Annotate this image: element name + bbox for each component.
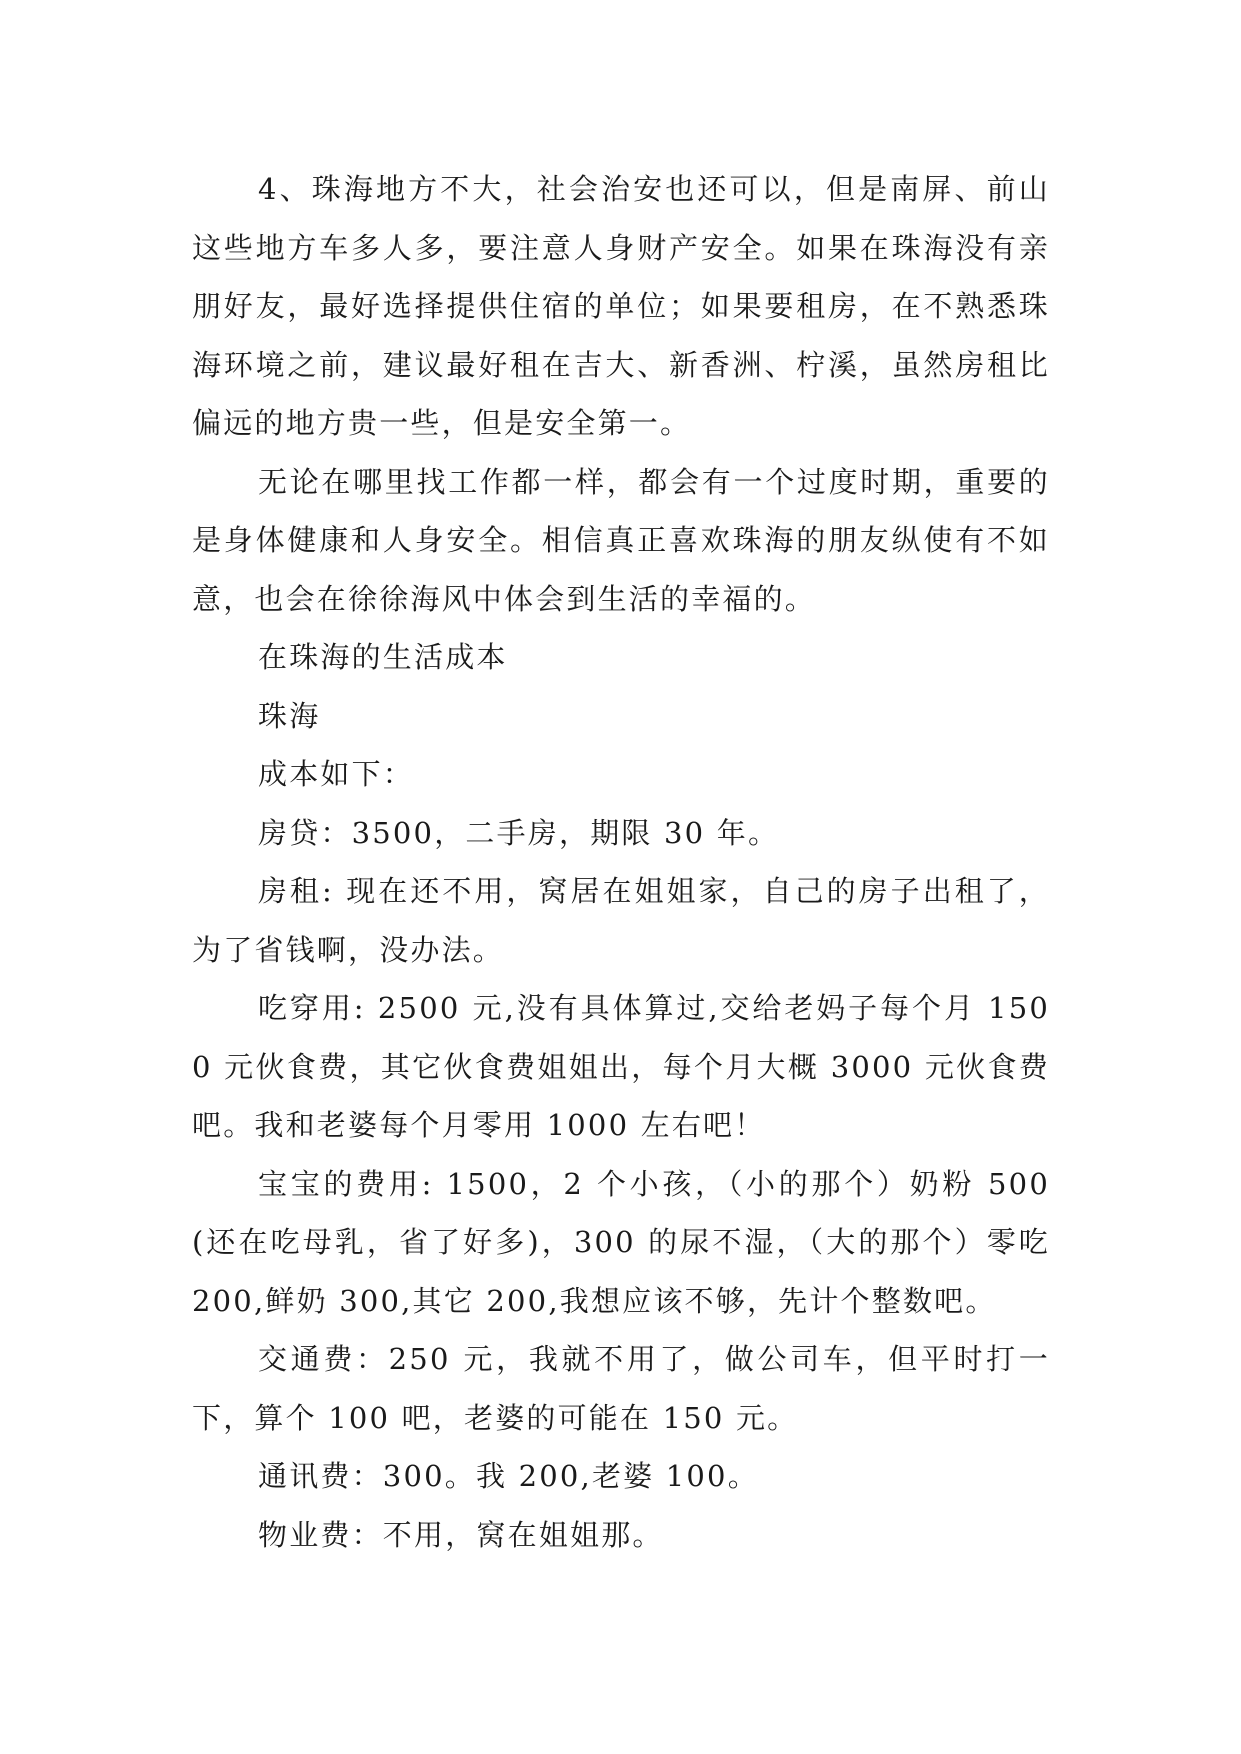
cost-item-transport: 交通费：250 元，我就不用了，做公司车，但平时打一下，算个 100 吧，老婆的可能在 150 元。 (192, 1342, 1050, 1435)
cost-intro: 成本如下： (258, 757, 415, 791)
section-heading-living-cost: 在珠海的生活成本 (258, 640, 508, 674)
paragraph-conclusion: 无论在哪里找工作都一样，都会有一个过度时期，重要的是身体健康和人身安全。相信真正喜欢珠海的朋友纵使有不如意，也会在徐徐海风中体会到生活的幸福的。 (192, 464, 1050, 616)
cost-item-baby: 宝宝的费用: 1500，2 个小孩，（小的那个）奶粉 500(还在吃母乳，省了好多)，300 的尿不湿，（大的那个）零吃 200,鲜奶 300,其它 200,我想应该不够，先计个整数吧。 (192, 1166, 1050, 1318)
cost-item-living: 吃穿用: 2500 元,没有具体算过,交给老妈子每个月 1500 元伙食费，其它伙食费姐姐出，每个月大概 3000 元伙食费吧。我和老婆每个月零用 1000 左右吧！ (192, 991, 1050, 1142)
cost-item-mortgage: 房贷：3500，二手房，期限 30 年。 (258, 815, 780, 850)
location-label: 珠海 (258, 698, 321, 733)
cost-item-telecom: 通讯费：300。我 200,老婆 100。 (258, 1459, 759, 1493)
paragraph-safety-advice: 4、珠海地方不大，社会治安也还可以，但是南屏、前山这些地方车多人多，要注意人身财产安全。如果在珠海没有亲朋好友，最好选择提供住宿的单位；如果要租房，在不熟悉珠海环境之前，建议最好租在吉大、新香洲、柠溪，虽然房租比偏远的地方贵一些，但是安全第一。 (192, 172, 1050, 440)
cost-item-property: 物业费：不用，窝在姐姐那。 (258, 1517, 664, 1552)
cost-item-rent: 房租: 现在还不用，窝居在姐姐家，自己的房子出租了，为了省钱啊，没办法。 (192, 874, 1050, 967)
document-body (192, 160, 1050, 1564)
